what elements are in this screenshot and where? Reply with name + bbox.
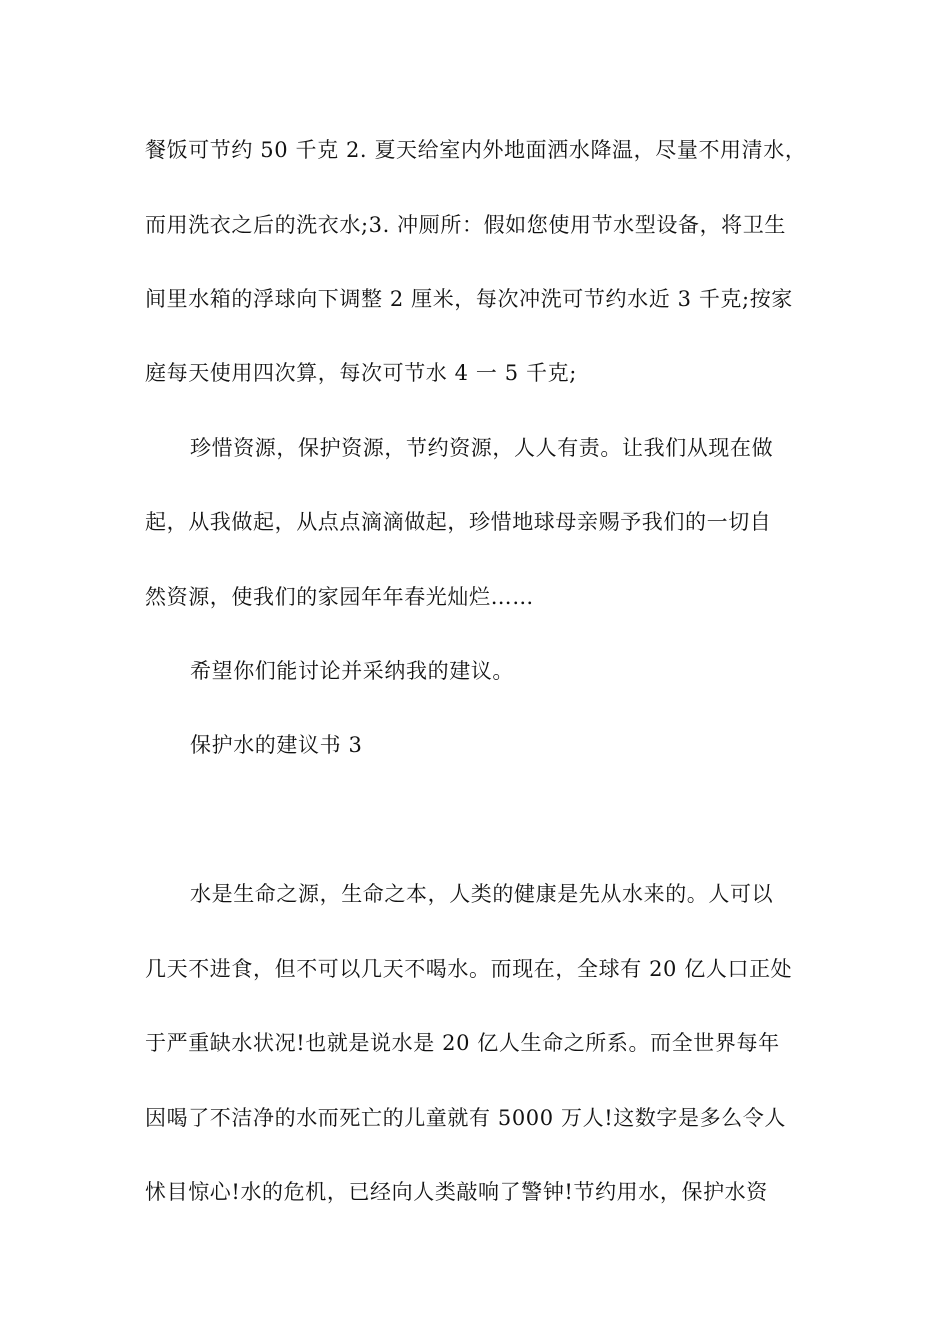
paragraph-line: 珍惜资源，保护资源，节约资源，人人有责。让我们从现在做 [190,436,774,460]
paragraph-line: 几天不进食，但不可以几天不喝水。而现在，全球有 20 亿人口正处 [145,957,793,981]
paragraph-line: 然资源，使我们的家园年年春光灿烂…… [145,585,534,609]
paragraph-line: 水是生命之源，生命之本，人类的健康是先从水来的。人可以 [190,882,774,906]
paragraph-line: 怵目惊心!水的危机，已经向人类敲响了警钟!节约用水，保护水资 [145,1180,768,1204]
paragraph-line: 因喝了不洁净的水而死亡的儿童就有 5000 万人!这数字是多么令人 [145,1106,787,1130]
paragraph-line: 餐饭可节约 50 千克 2. 夏天给室内外地面洒水降温，尽量不用清水， [145,138,807,162]
paragraph-line: 间里水箱的浮球向下调整 2 厘米，每次冲洗可节约水近 3 千克;按家 [145,287,793,311]
paragraph-line: 庭每天使用四次算，每次可节水 4 一 5 千克; [145,361,577,385]
paragraph-line: 而用洗衣之后的洗衣水;3. 冲厕所：假如您使用节水型设备，将卫生 [145,213,786,237]
paragraph-line: 起，从我做起，从点点滴滴做起，珍惜地球母亲赐予我们的一切自 [145,510,772,534]
section-heading: 保护水的建议书 3 [190,733,363,757]
paragraph-line: 希望你们能讨论并采纳我的建议。 [190,659,514,683]
paragraph-line: 于严重缺水状况!也就是说水是 20 亿人生命之所系。而全世界每年 [145,1031,780,1055]
